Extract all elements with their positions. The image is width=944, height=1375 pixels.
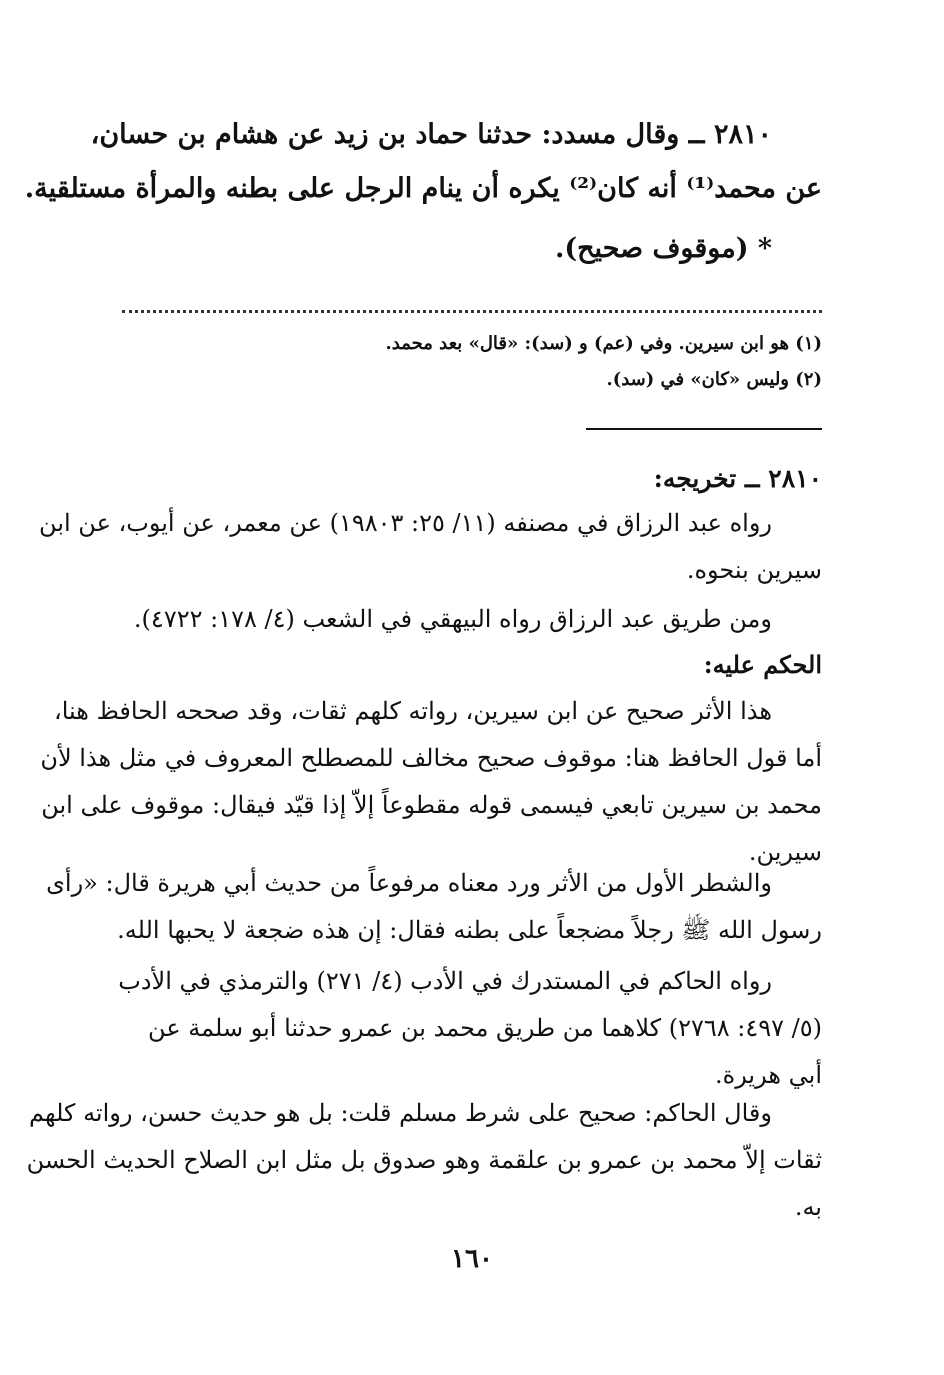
hukm-p3-line-4: سيرين. [748, 838, 822, 866]
takhrij-heading [122, 456, 822, 502]
hukm-p6-line-1: وقال الحاكم: صحيح على شرط مسلم قلت: بل هو حديث حسن، رواته كلهم [29, 1099, 772, 1127]
takhrij-paragraph-1 [39, 500, 822, 594]
hadith-grade [122, 224, 822, 274]
hukm-title: الحكم عليه: [703, 650, 822, 679]
footnote-2: (٢) وليس «كان» في (سد). [606, 369, 822, 390]
hukm-p5-line-3: أبي هريرة. [714, 1061, 822, 1089]
takhrij-paragraph-2 [122, 596, 822, 643]
hukm-paragraph-1 [40, 688, 822, 876]
takhrij-p2-line-1: ومن طريق عبد الرزاق رواه البيهقي في الشعب (٤/ ١٧٨: ٤٧٢٢). [133, 605, 772, 633]
takhrij-p1-line-2: سيرين بنحوه. [686, 556, 822, 584]
hukm-paragraph-2 [46, 860, 822, 954]
footnote-1: (١) هو ابن سيرين. وفي (عم) و (سد): «قال» بعد محمد. [385, 333, 822, 354]
hukm-heading [122, 642, 822, 688]
takhrij-title: ٢٨١٠ ــ تخريجه: [653, 464, 822, 493]
hukm-p5-line-2: (٥/ ٤٩٧: ٢٧٦٨) كلاهما من طريق محمد بن عمرو حدثنا أبو سلمة عن [148, 1014, 822, 1042]
hukm-p4-line-2: رسول الله ﷺ رجلاً مضجعاً على بطنه فقال: إن هذه ضجعة لا يحبها الله. [117, 916, 822, 944]
hukm-p6-line-2: ثقات إلاّ محمد بن عمرو بن علقمة وهو صدوق بل مثل ابن الصلاح الحديث الحسن [26, 1146, 822, 1174]
hukm-p3-line-1: هذا الأثر صحيح عن ابن سيرين، رواته كلهم ثقات، وقد صححه الحافظ هنا، [53, 697, 772, 725]
footnote-separator-dots [122, 290, 822, 313]
footnotes [122, 326, 822, 398]
hukm-paragraph-3 [118, 958, 822, 1099]
hukm-paragraph-4 [26, 1090, 822, 1231]
grade-line: * (موقوف صحيح). [554, 233, 772, 264]
hukm-p6-line-3: به. [794, 1193, 822, 1221]
hukm-p4-line-1: والشطر الأول من الأثر ورد معناه مرفوعاً من حديث أبي هريرة قال: «رأى [46, 869, 772, 897]
hukm-p3-line-3: محمد بن سيرين تابعي فيسمى قوله مقطوعاً إلاّ إذا قيّد فيقال: موقوف على ابن [41, 791, 822, 819]
hukm-p5-line-1: رواه الحاكم في المستدرك في الأدب (٤/ ٢٧١) والترمذي في الأدب [118, 967, 772, 995]
hadith-text [24, 108, 822, 216]
hadith-line-2: عن محمد⁽¹⁾ أنه كان⁽²⁾ يكره أن ينام الرجل على بطنه والمرأة مستلقية. [24, 173, 822, 204]
page-number: ١٦٠ [451, 1244, 493, 1274]
hadith-line-1: ٢٨١٠ ــ وقال مسدد: حدثنا حماد بن زيد عن هشام بن حسان، [90, 119, 772, 150]
section-divider [586, 428, 822, 430]
hukm-p3-line-2: أما قول الحافظ هنا: موقوف صحيح مخالف للمصطلح المعروف في مثل هذا لأن [40, 744, 822, 772]
takhrij-p1-line-1: رواه عبد الرزاق في مصنفه (١١/ ٢٥: ١٩٨٠٣) عن معمر، عن أيوب، عن ابن [39, 509, 772, 537]
